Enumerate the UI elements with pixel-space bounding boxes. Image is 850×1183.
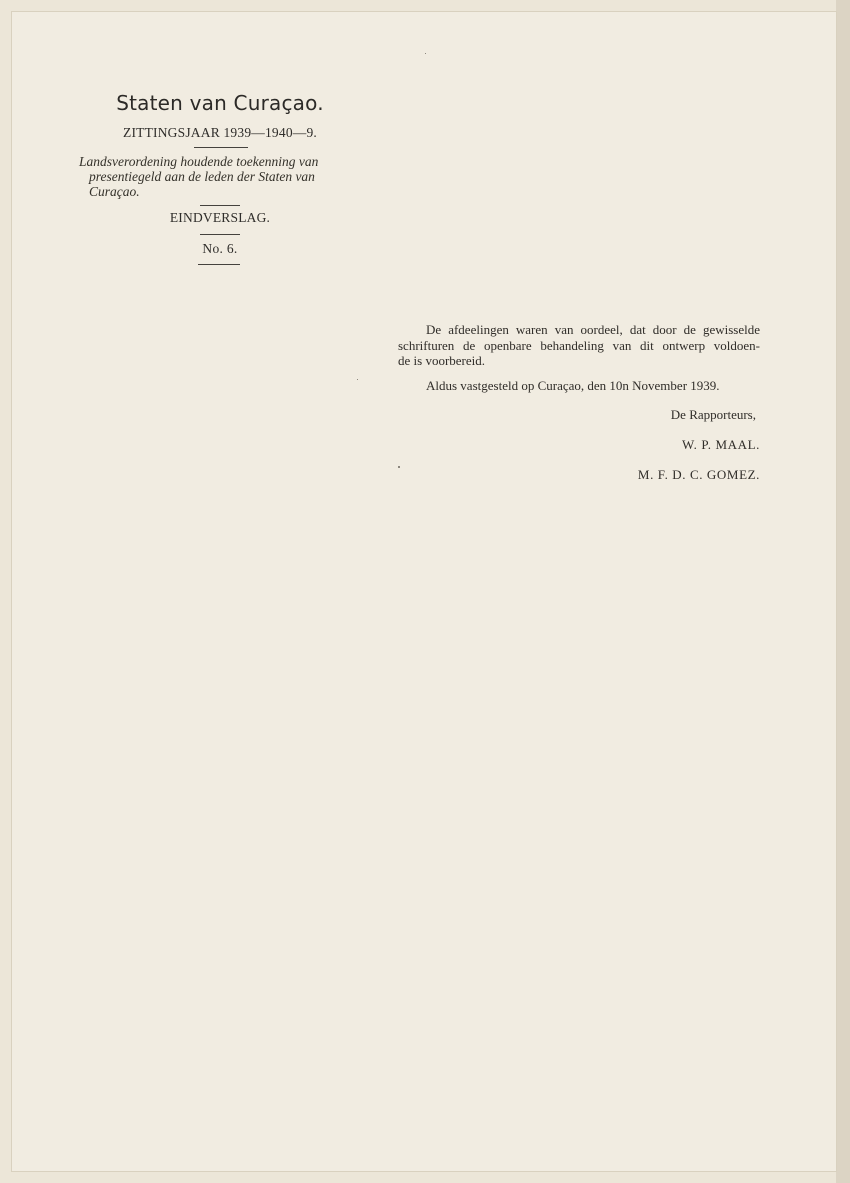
page-edge-shadow: [836, 0, 850, 1183]
report-paragraph: [398, 322, 760, 369]
session-year: ZITTINGSJAAR 1939—1940—9.: [123, 125, 317, 140]
subject-line: Curaçao.: [89, 184, 140, 199]
paper-speck: [357, 379, 358, 380]
divider-rule: [200, 234, 240, 235]
signatory-name: M. F. D. C. GOMEZ.: [637, 467, 760, 482]
signatory-name: W. P. MAAL.: [682, 437, 760, 452]
document-number: No. 6.: [202, 241, 238, 256]
subject-heading: [79, 154, 362, 199]
rapporteurs-label: De Rapporteurs,: [670, 407, 756, 422]
divider-rule: [198, 264, 240, 265]
paper-speck: [398, 466, 400, 468]
paragraph-line: schrifturen de openbare behandeling van dit ontwerp voldoen-: [398, 337, 760, 353]
document-title: Staten van Curaçao.: [116, 91, 324, 115]
document-type: EINDVERSLAG.: [169, 210, 271, 225]
paper-speck: [425, 53, 426, 54]
divider-rule: [194, 147, 248, 148]
adoption-statement: Aldus vastgesteld op Curaçao, den 10n November 1939.: [426, 378, 720, 393]
paragraph-line: De afdeelingen waren van oordeel, dat door de gewisselde: [426, 322, 760, 337]
paragraph-line: de is voorbereid.: [398, 353, 486, 368]
divider-rule: [200, 205, 240, 206]
subject-line: presentiegeld aan de leden der Staten van: [89, 169, 315, 184]
subject-line: Landsverordening houdende toekenning van: [79, 154, 319, 169]
